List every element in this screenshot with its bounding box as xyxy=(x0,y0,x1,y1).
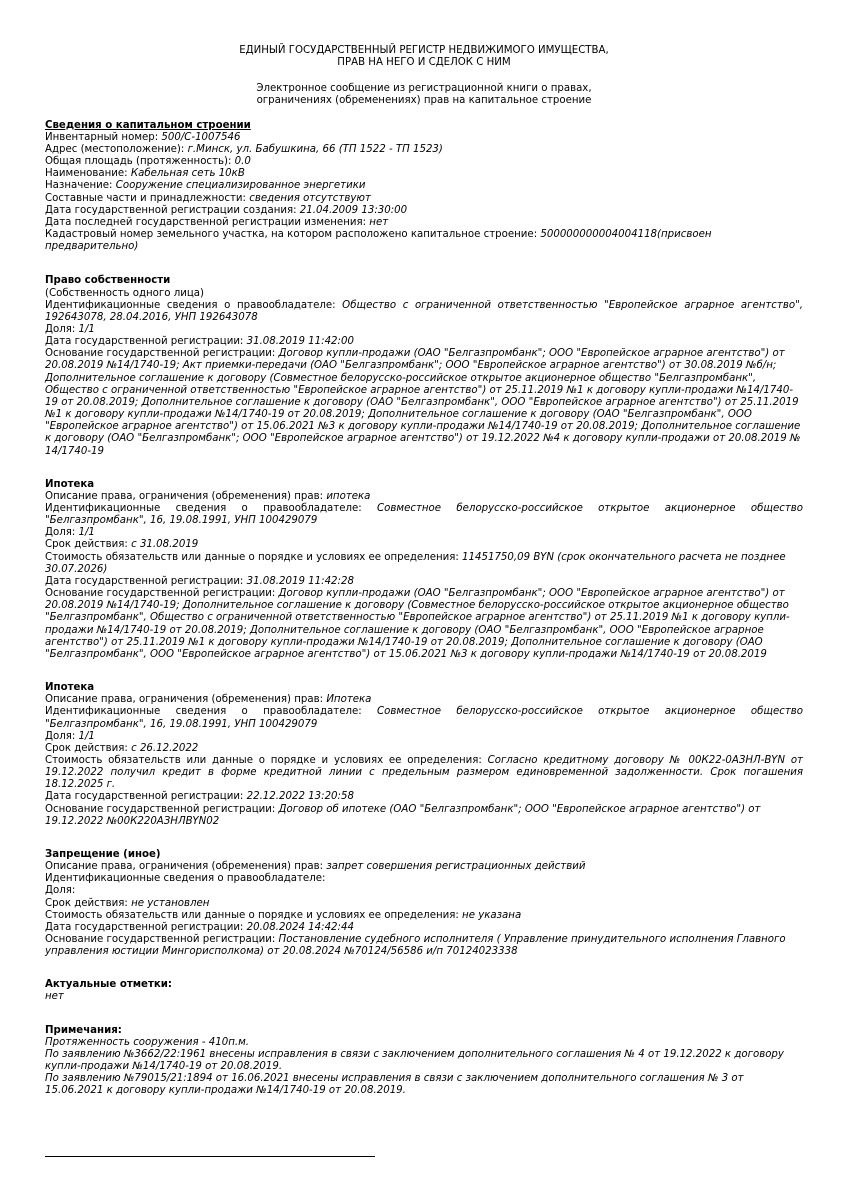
mortgage-2-desc-label: Описание права, ограничения (обременения) прав: xyxy=(45,694,327,706)
header-line-2: ПРАВ НА НЕГО И СДЕЛОК С НИМ xyxy=(337,57,511,69)
prohibition-section xyxy=(45,849,803,958)
cadastral-row xyxy=(45,229,803,253)
mortgage-2-basis-label: Основание государственной регистрации: xyxy=(45,803,279,815)
ownership-reg-date-row xyxy=(45,336,803,348)
prohibition-title: Запрещение (иное) xyxy=(45,848,161,860)
ownership-section-title: Право собственности xyxy=(45,275,171,287)
mortgage-1-term-row xyxy=(45,539,803,551)
purpose-label: Назначение: xyxy=(45,180,116,192)
spacer xyxy=(45,661,803,682)
document-page xyxy=(45,45,803,1098)
purpose-row xyxy=(45,180,803,192)
changed-date-label: Дата последней государственной регистрации изменения: xyxy=(45,216,370,228)
address-row xyxy=(45,144,803,156)
mortgage-1-reg-date-label: Дата государственной регистрации: xyxy=(45,575,247,587)
mortgage-1-holder-row xyxy=(45,503,803,527)
name-row xyxy=(45,168,803,180)
mortgage-1-cost-value: 11451750,09 BYN (срок окончательного расчета не позднее 30.07.2026) xyxy=(45,551,786,575)
parts-label: Составные части и принадлежности: xyxy=(45,192,250,204)
mortgage-2-title: Ипотека xyxy=(45,682,95,694)
spacer xyxy=(45,1004,803,1025)
changed-date-row xyxy=(45,217,803,229)
subheader-line-1: Электронное сообщение из регистрационной книги о правах, xyxy=(256,83,592,95)
ownership-holder-row xyxy=(45,300,803,324)
mortgage-1-share-value: 1/1 xyxy=(78,527,95,539)
mortgage-2-holder-label: Идентификационные сведения о правообладателе: xyxy=(45,706,378,718)
mortgage-1-reg-date-value: 31.08.2019 11:42:28 xyxy=(246,575,354,587)
prohibition-desc-value: запрет совершения регистрационных действий xyxy=(326,861,586,873)
prohibition-desc-label: Описание права, ограничения (обременения) прав: xyxy=(45,861,327,873)
address-label: Адрес (местоположение): xyxy=(45,143,188,155)
mortgage-2-basis-value: Договор об ипотеке (ОАО "Белгазпромбанк"; ООО "Европейское аграрное агентство") от 19.12.2022 №00К220АЗНЛBYN02 xyxy=(45,803,761,827)
ownership-basis-label: Основание государственной регистрации: xyxy=(45,348,279,360)
actual-marks-title: Актуальные отметки: xyxy=(45,979,173,991)
prohibition-reg-date-row xyxy=(45,922,803,934)
area-label: Общая площадь (протяженность): xyxy=(45,156,235,168)
mortgage-2-holder-row xyxy=(45,706,803,730)
name-label: Наименование: xyxy=(45,168,131,180)
inventory-number-label: Инвентарный номер: xyxy=(45,131,162,143)
note-line-3: По заявлению №79015/21:1894 от 16.06.2021 внесены исправления в связи с заключением дополнительного соглашения № 3 от 15.06.2021 к договору купли-продажи №14/1740-19 от 20.08.2019. xyxy=(45,1073,744,1097)
ownership-basis-row xyxy=(45,348,803,457)
mortgage-2-share-row xyxy=(45,731,803,743)
document-subheader xyxy=(45,83,803,107)
prohibition-share-row: Доля: xyxy=(45,885,76,897)
mortgage-2-term-row xyxy=(45,743,803,755)
ownership-basis-value: Договор купли-продажи (ОАО "Белгазпромбанк"; ООО "Европейское аграрное агентство") от 20.08.2019 №14/1740-19; Акт приемки-передачи (ОАО "Белгазпромбанк"; ООО "Европейское аграрное агентство") от 30.08.2019 №б/н; Дополнительное соглашение к договору (Совместное белорусско-российское открытое акционерное общество "Белгазпромбанк", Общество с ограниченной ответственностью "Европейское аграрное агентство") от 25.11.2019 №1 к договору купли-продажи №14/1740-19 от 20.08.2019; Дополнительное соглашение к договору (ОАО "Белгазпромбанк", ООО "Европейское аграрное агентство") от 25.11.2019 №1 к договору купли-продажи №14/1740-19 от 20.08.2019; Дополнительное соглашение к договору (ОАО "Белгазпромбанк", ООО "Европейское аграрное агентство") от 15.06.2021 №3 к договору купли-продажи №14/1740-19 от 20.08.2019; Дополнительное соглашение к договору (ОАО "Белгазпромбанк"; ООО "Европейское аграрное агентство") от 19.12.2022 №4 к договору купли-продажи от 20.08.2019 № 14/1740-19 xyxy=(45,348,801,457)
mortgage-1-basis-value: Договор купли-продажи (ОАО "Белгазпромбанк"; ООО "Европейское аграрное агентство") от 20.08.2019 №14/1740-19; Дополнительное соглашение к договору (Совместное белорусско-российское открытое акционерное общество "Белгазпромбанк", Общество с ограниченной ответственностью "Европейское аграрное агентство") от 25.11.2019 №1 к договору купли-продажи №14/1740-19 от 20.08.2019; Дополнительное соглашение к договору (ОАО "Белгазпромбанк", ООО "Европейское аграрное агентство") от 25.11.2019 №1 к договору купли-продажи №14/1740-19 от 20.08.2019; Дополнительное соглашение к договору (ОАО "Белгазпромбанк", ООО "Европейское аграрное агентство") от 15.06.2021 №3 к договору купли-продажи №14/1740-19 от 20.08.2019 xyxy=(45,588,790,660)
document-header xyxy=(45,45,803,69)
building-section-title: Сведения о капитальном строении xyxy=(45,119,251,131)
mortgage-2-reg-date-row xyxy=(45,791,803,803)
created-date-row xyxy=(45,205,803,217)
prohibition-desc-row xyxy=(45,861,803,873)
spacer xyxy=(45,253,803,275)
mortgage-2-term-label: Срок действия: xyxy=(45,742,132,754)
mortgage-1-cost-label: Стоимость обязательств или данные о порядке и условиях ее определения: xyxy=(45,551,463,563)
prohibition-term-label: Срок действия: xyxy=(45,897,132,909)
mortgage-2-basis-row xyxy=(45,804,803,828)
mortgage-2-cost-label: Стоимость обязательств или данные о порядке и условиях ее определения: xyxy=(45,754,488,766)
prohibition-basis-row xyxy=(45,934,803,958)
ownership-holder-label: Идентификационные сведения о правообладателе: xyxy=(45,299,343,311)
prohibition-cost-row xyxy=(45,910,803,922)
ownership-share-value: 1/1 xyxy=(78,323,95,335)
mortgage-1-desc-value: ипотека xyxy=(326,490,371,502)
created-date-label: Дата государственной регистрации создания: xyxy=(45,204,300,216)
mortgage-1-term-value: с 31.08.2019 xyxy=(131,539,199,551)
mortgage-1-title: Ипотека xyxy=(45,478,95,490)
header-line-1: ЕДИНЫЙ ГОСУДАРСТВЕННЫЙ РЕГИСТР НЕДВИЖИМОГО ИМУЩЕСТВА, xyxy=(239,45,609,56)
prohibition-term-row xyxy=(45,898,803,910)
changed-date-value: нет xyxy=(369,216,389,228)
mortgage-2-holder-value: Совместное белорусско-российское открытое акционерное общество "Белгазпромбанк", 16, 19.08.1991, УНП 100429079 xyxy=(45,706,803,730)
mortgage-1-desc-label: Описание права, ограничения (обременения) прав: xyxy=(45,490,327,502)
mortgage-2-cost-value: Согласно кредитному договору № 00К22-0АЗНЛ-BYN от 19.12.2022 получил кредит в форме кредитной линии с предельным размером единовременной задолженности. Срок погашения 18.12.2025 г. xyxy=(45,754,803,791)
mortgage-1-share-label: Доля: xyxy=(45,527,79,539)
notes-title: Примечания: xyxy=(45,1024,122,1036)
mortgage-2-section xyxy=(45,682,803,828)
notes-section xyxy=(45,1025,803,1098)
mortgage-2-term-value: с 26.12.2022 xyxy=(131,742,199,754)
cadastral-label: Кадастровый номер земельного участка, на котором расположено капитальное строение: xyxy=(45,229,541,241)
parts-row xyxy=(45,193,803,205)
note-line-1: Протяженность сооружения - 410п.м. xyxy=(45,1036,250,1048)
prohibition-basis-value: Постановление судебного исполнителя ( Управление принудительного исполнения Главного управления юстиции Мингорисполкома) от 20.08.2024 №70124/56586 и/п 70124023338 xyxy=(45,934,786,958)
mortgage-2-desc-row xyxy=(45,694,803,706)
actual-marks-section xyxy=(45,979,803,1003)
mortgage-2-cost-row xyxy=(45,755,803,791)
mortgage-1-share-row xyxy=(45,527,803,539)
mortgage-1-holder-value: Совместное белорусско-российское открытое акционерное общество "Белгазпромбанк", 16, 19.08.1991, УНП 100429079 xyxy=(45,503,803,527)
inventory-number-row xyxy=(45,132,803,144)
mortgage-2-desc-value: Ипотека xyxy=(326,694,372,706)
footer-divider xyxy=(45,1156,375,1157)
prohibition-cost-label: Стоимость обязательств или данные о порядке и условиях ее определения: xyxy=(45,909,463,921)
ownership-holder-value: Общество с ограниченной ответственностью "Европейское аграрное агентство", 192643078, 28.04.2016, УНП 192643078 xyxy=(45,299,804,323)
prohibition-reg-date-label: Дата государственной регистрации: xyxy=(45,921,247,933)
prohibition-cost-value: не указана xyxy=(462,909,522,921)
address-value: г.Минск, ул. Бабушкина, 66 (ТП 1522 - ТП 1523) xyxy=(187,143,443,155)
name-value: Кабельная сеть 10кВ xyxy=(130,168,245,180)
prohibition-basis-label: Основание государственной регистрации: xyxy=(45,934,279,945)
building-section xyxy=(45,120,803,254)
subheader-line-2: ограничениях (обременениях) прав на капитальное строение xyxy=(256,95,592,107)
mortgage-1-section xyxy=(45,479,803,661)
mortgage-1-desc-row xyxy=(45,491,803,503)
ownership-share-row xyxy=(45,324,803,336)
mortgage-2-reg-date-label: Дата государственной регистрации: xyxy=(45,791,247,803)
ownership-section xyxy=(45,275,803,457)
prohibition-term-value: не установлен xyxy=(131,897,210,909)
created-date-value: 21.04.2009 13:30:00 xyxy=(299,204,408,216)
mortgage-1-term-label: Срок действия: xyxy=(45,539,132,551)
purpose-value: Сооружение специализированное энергетики xyxy=(115,180,366,192)
actual-marks-value: нет xyxy=(45,991,64,1003)
mortgage-1-basis-row xyxy=(45,588,803,661)
ownership-reg-date-value: 31.08.2019 11:42:00 xyxy=(246,336,354,348)
mortgage-1-cost-row xyxy=(45,552,803,576)
mortgage-1-basis-label: Основание государственной регистрации: xyxy=(45,588,279,600)
prohibition-holder-row: Идентификационные сведения о правообладателе: xyxy=(45,873,326,885)
area-value: 0.0 xyxy=(234,156,251,168)
cadastral-value: 500000000004004118(присвоен предварительно) xyxy=(45,229,712,253)
ownership-reg-date-label: Дата государственной регистрации: xyxy=(45,336,247,348)
mortgage-2-share-value: 1/1 xyxy=(78,730,95,742)
area-row xyxy=(45,156,803,168)
ownership-share-label: Доля: xyxy=(45,323,79,335)
mortgage-1-reg-date-row xyxy=(45,576,803,588)
mortgage-2-reg-date-value: 22.12.2022 13:20:58 xyxy=(246,791,354,803)
prohibition-reg-date-value: 20.08.2024 14:42:44 xyxy=(246,921,354,933)
spacer xyxy=(45,828,803,849)
inventory-number-value: 500/C-1007546 xyxy=(161,131,241,143)
parts-value: сведения отсутствуют xyxy=(249,192,371,204)
spacer xyxy=(45,958,803,979)
ownership-kind: (Собственность одного лица) xyxy=(45,287,205,299)
note-line-2: По заявлению №3662/22:1961 внесены исправления в связи с заключением дополнительного соглашения № 4 от 19.12.2022 к договору купли-продажи №14/1740-19 от 20.08.2019. xyxy=(45,1048,784,1073)
mortgage-2-share-label: Доля: xyxy=(45,730,79,742)
mortgage-1-holder-label: Идентификационные сведения о правообладателе: xyxy=(45,503,378,514)
spacer xyxy=(45,458,803,479)
